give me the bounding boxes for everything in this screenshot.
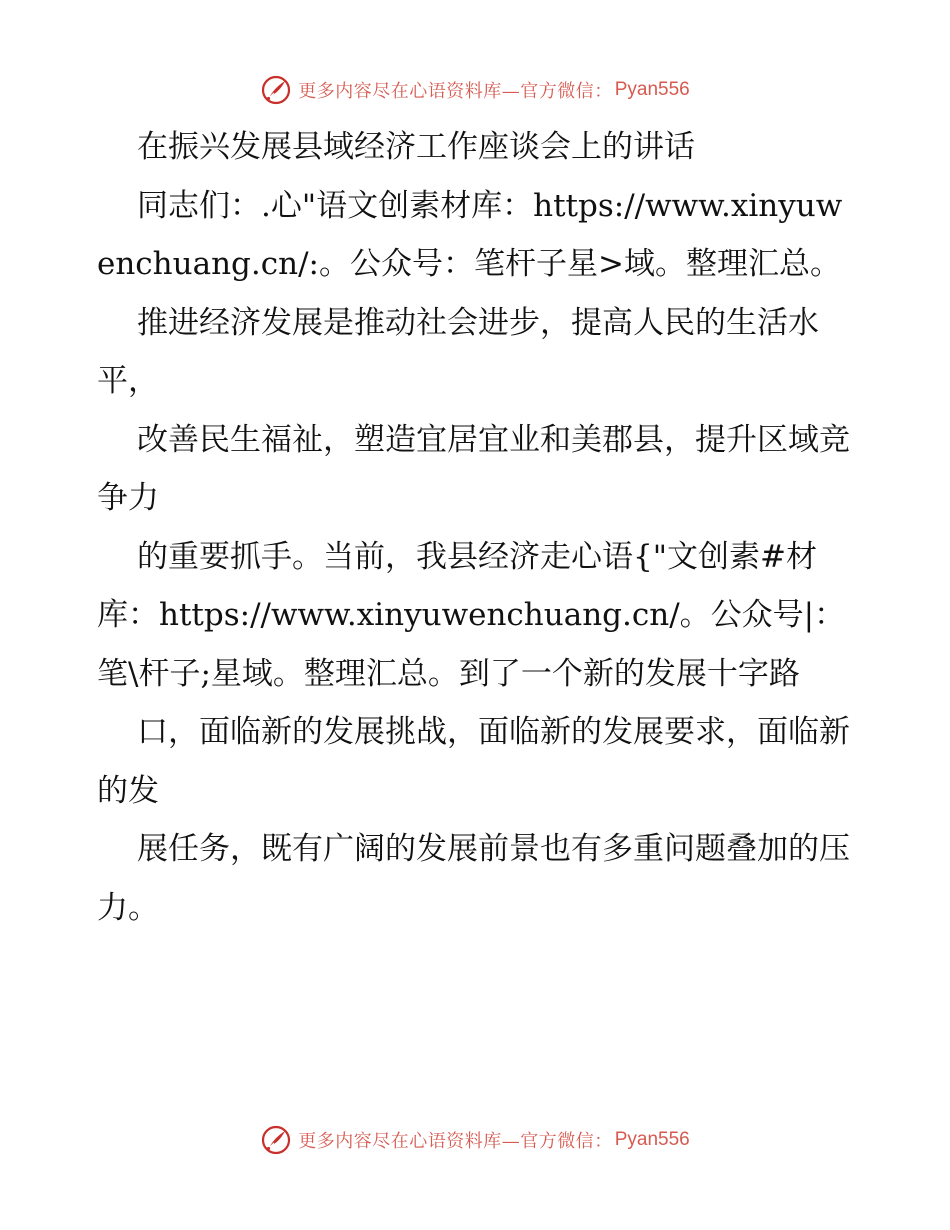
- header-banner-wechat-id: Pyan556: [614, 79, 690, 100]
- header-banner: [0, 70, 950, 110]
- footer-banner-text: 更多内容尽在心语资料库—官方微信：: [298, 1131, 613, 1152]
- paragraph: 口，面临新的发展挑战，面临新的发展要求，面临新的发: [97, 714, 850, 809]
- document-body: [97, 118, 857, 937]
- paragraph: 展任务，既有广阔的发展前景也有多重问题叠加的压力。: [97, 831, 850, 926]
- header-banner-text: 更多内容尽在心语资料库—官方微信：: [298, 81, 613, 102]
- document-title: 在振兴发展县域经济工作座谈会上的讲话: [137, 129, 695, 165]
- paragraph: 同志们：.心"语文创素材库：https://www.xinyuwenchuang.cn/:。公众号：笔杆子星>域。整理汇总。: [97, 187, 843, 282]
- quill-pen-circle-logo-icon: [260, 1124, 292, 1156]
- footer-banner-wechat-id: Pyan556: [614, 1129, 690, 1150]
- paragraph: 推进经济发展是推动社会进步，提高人民的生活水平，: [97, 304, 819, 399]
- footer-banner: [0, 1120, 950, 1160]
- quill-pen-circle-logo-icon: [260, 74, 292, 106]
- paragraph: 改善民生福祉，塑造宜居宜业和美郡县，提升区域竞争力: [97, 421, 850, 516]
- paragraph: 的重要抓手。当前，我县经济走心语{"文创素#材库：https://www.xinyuwenchuang.cn/。公众号|：笔\杆子;星域。整理汇总。到了一个新的发展十字路: [97, 538, 846, 692]
